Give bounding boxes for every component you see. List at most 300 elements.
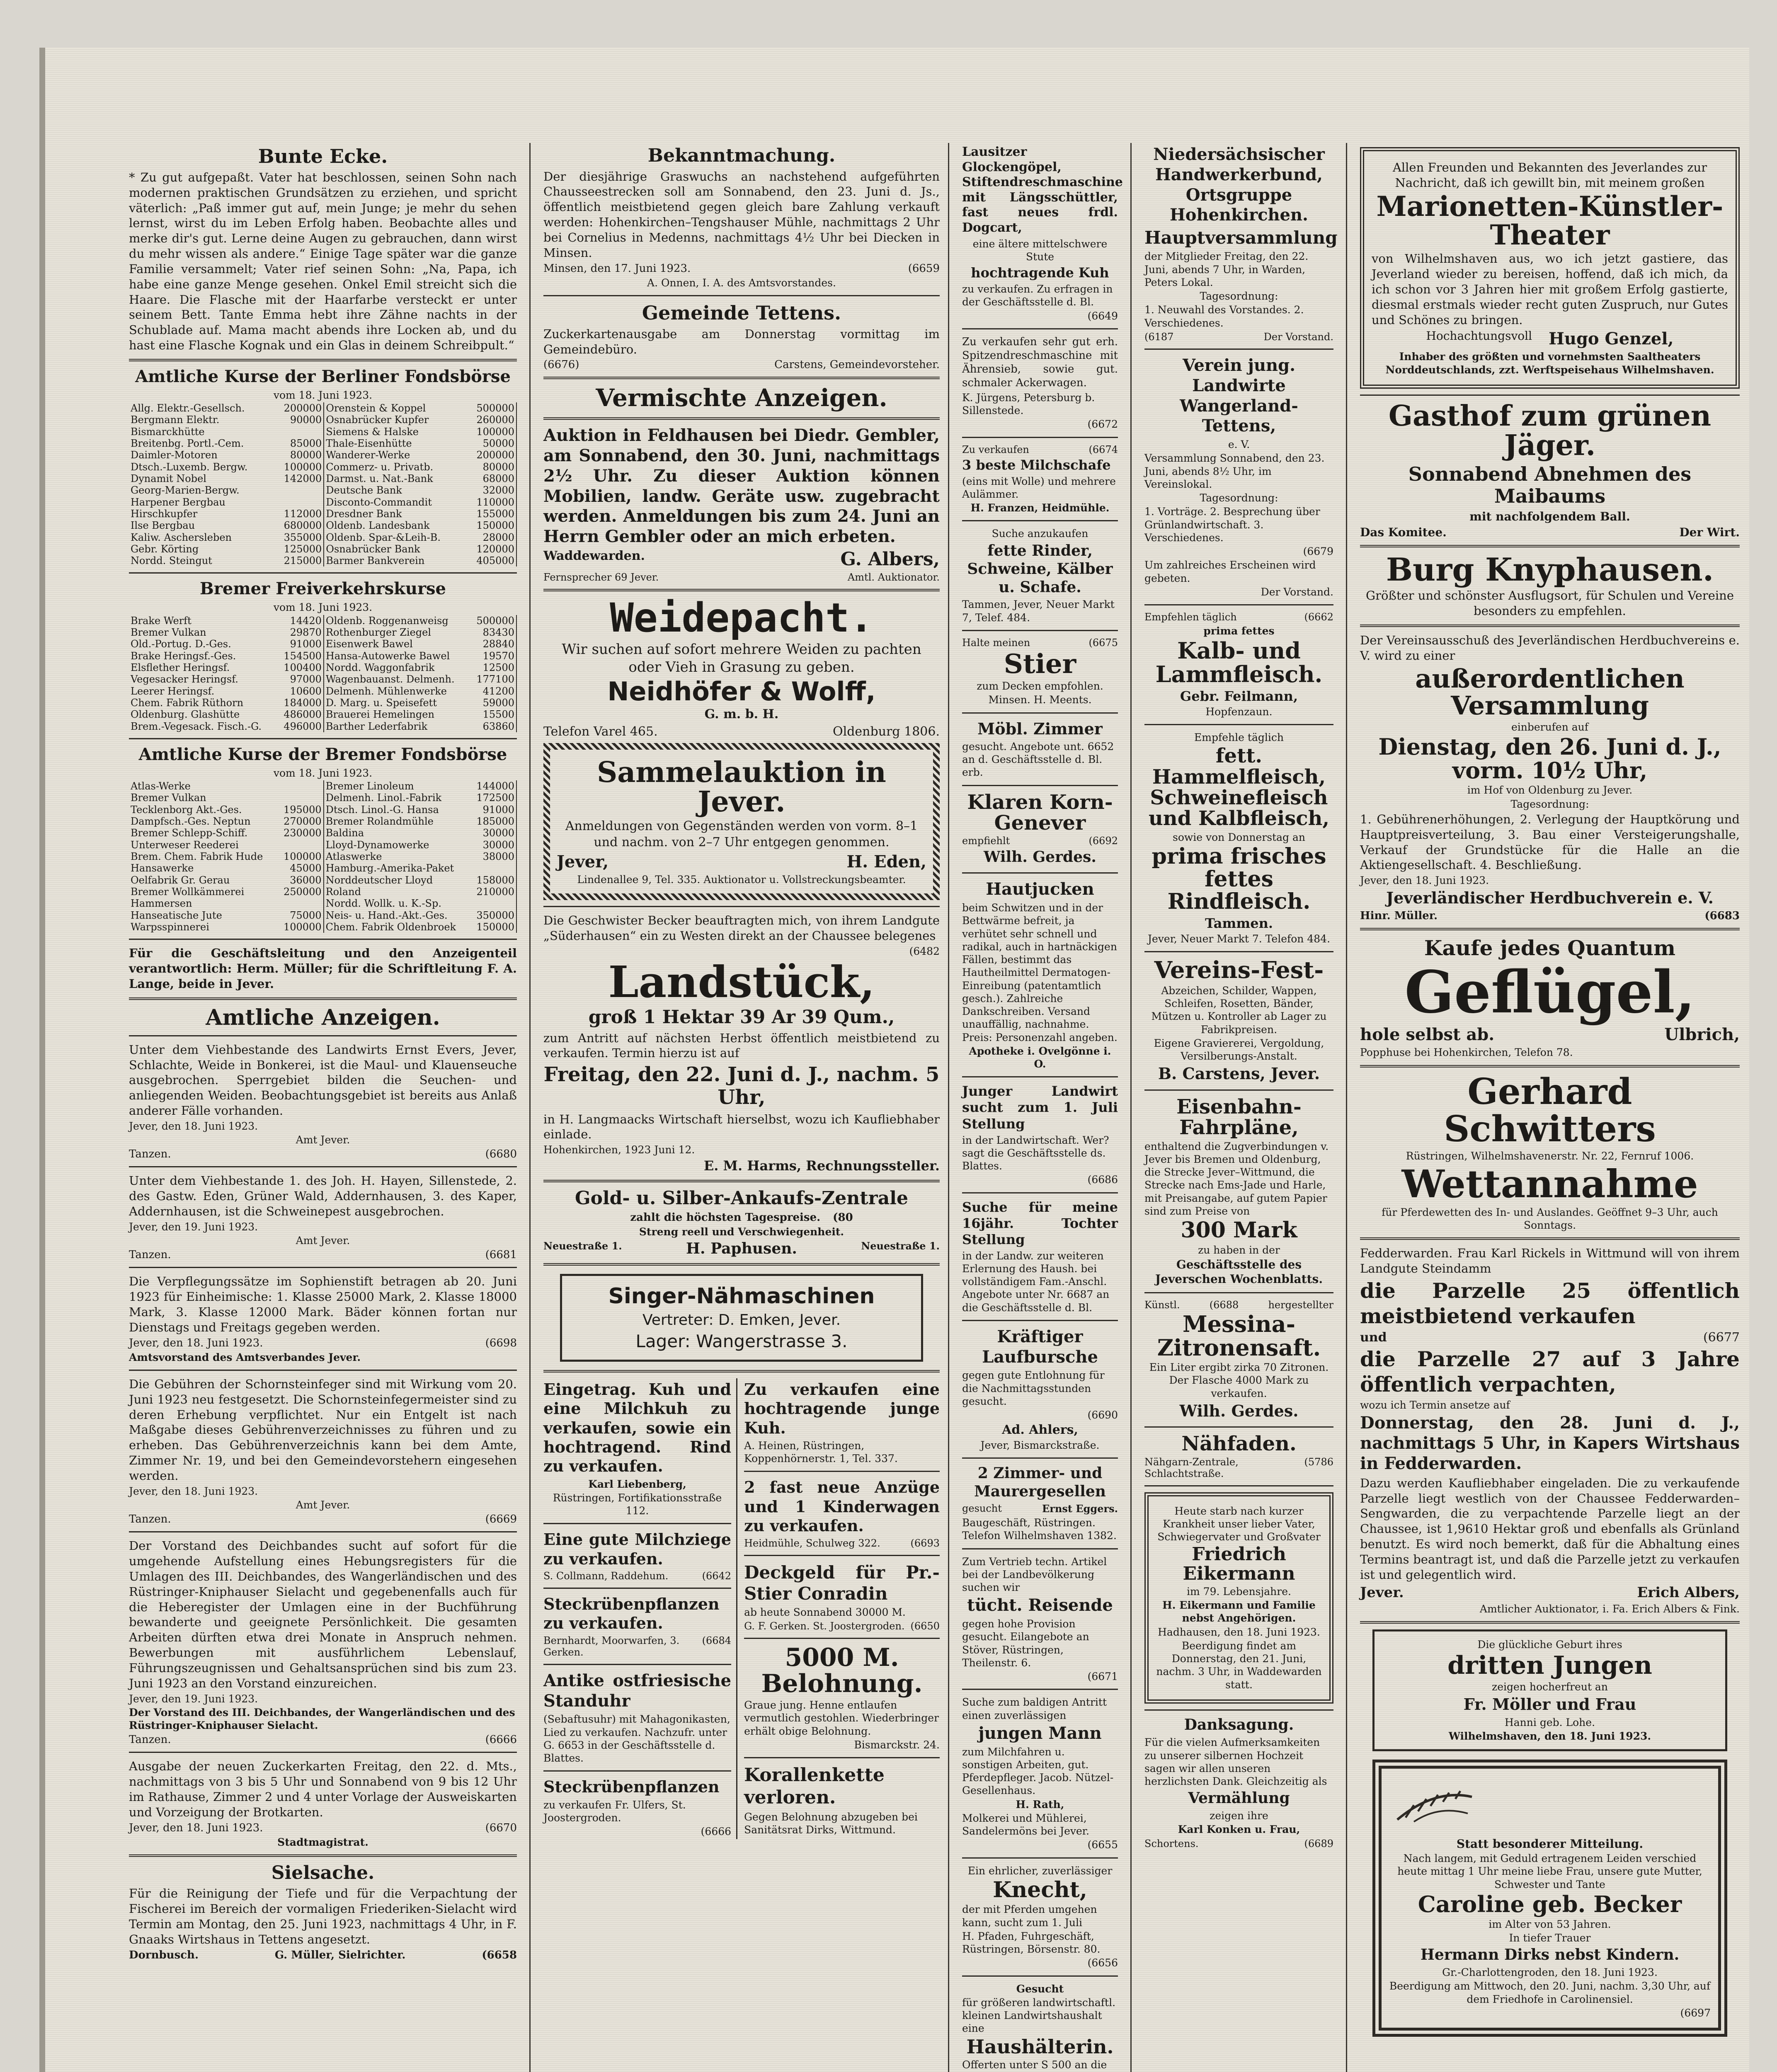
column-4 [1135, 143, 1343, 1851]
ad-number: (6689 [1304, 1837, 1333, 1849]
divider [1360, 395, 1740, 396]
stock-price [278, 780, 323, 792]
stock-name: Ilse Bergbau [131, 520, 195, 532]
divider [962, 1548, 1118, 1549]
stock-name: Oldenb. Spar-&Leih-B. [326, 531, 441, 543]
ad-text: Anmeldungen von Gegenständen werden von vorm. 8–1 und nachm. von 2–7 Uhr entgegen genommen. [565, 819, 918, 850]
stock-price: 120000 [466, 543, 516, 555]
small-ads-row [543, 1378, 940, 1839]
notice-signature: Tanzen. [129, 1733, 171, 1746]
stock-price: 91000 [278, 638, 324, 650]
ad-name: H. Pfaden, Fuhrgeschäft, Rüstringen, Börsenstr. 80. [962, 1930, 1101, 1956]
ad-text: (Sebaftusuhr) mit Mahagonikasten, Lied zu verkaufen. Nachzufr. unter G. 6653 in der Geschäftsstelle d. Blattes. [543, 1713, 730, 1765]
newspaper-page [39, 48, 1749, 2072]
ad-headline: Landstück, [608, 956, 875, 1007]
stock-name: Vegesacker Heringsf. [131, 673, 238, 685]
stock-price: 19570 [470, 650, 516, 662]
stock-name: Chem. Fabrik Oldenbroek [325, 921, 456, 933]
ad-text: Tagesordnung: [1510, 798, 1589, 810]
ad-number: (6684 [702, 1634, 732, 1646]
stock-row [129, 697, 516, 709]
ad-address: Bismarckstr. 24. [854, 1738, 940, 1751]
ad-name: Minsen. H. Meents. [988, 694, 1092, 706]
notice-number: (6681 [485, 1249, 517, 1261]
stock-price: 177100 [470, 673, 516, 685]
divider [744, 1757, 940, 1758]
stock-price: 210000 [471, 886, 516, 898]
ad-text: beim Schwitzen und in der Bettwärme befreit, ja verhütet sehr schnell und radikal, auch in hartnäckigen Fällen, bestimmt das Hautheilmittel Dermatogen-Einreibung (patentamtlich gesch.). Zahlreiche Dankschreiben. Versand unauffällig, nachnahme. Preis: Personenzahl angeben. [962, 902, 1118, 1043]
ad-text: Suche anzukaufen [992, 528, 1089, 540]
ad-text: 1. Neuwahl des Vorstandes. 2. Verschiedenes. [1144, 304, 1304, 329]
divider [962, 520, 1118, 521]
ad-role: Amtlicher Auktionator, i. Fa. Erich Albers & Fink. [1479, 1602, 1740, 1615]
ad-text: 1. Vorträge. 2. Besprechung über Grünlandwirtschaft. 3. Verschiedenes. [1144, 506, 1320, 544]
stock-price: 32000 [466, 484, 516, 496]
stock-row [129, 780, 516, 792]
stock-name: Bremer Schlepp-Schiff. [131, 827, 248, 839]
divider [1360, 545, 1740, 547]
ad-text: 1. Gebührenerhöhungen, 2. Verlegung der Hauptkörung und Hauptpreisverteilung, 3. Bau einer Versteigerungshalle, Verkauf der Grundstücke für die Halle an die Aktiengesellschaft. 4. Beschließung. [1360, 812, 1740, 872]
ad-text: Zum Vertrieb techn. Artikel bei der Landbevölkerung suchen wir [962, 1555, 1107, 1594]
stock-name: Rothenburger Ziegel [325, 627, 431, 639]
stock-price: 68000 [466, 473, 516, 484]
divider [1360, 1237, 1740, 1240]
stock-name: Bremer Rolandmühle [325, 816, 434, 828]
divider [962, 1457, 1118, 1459]
ad-headline: Junger Landwirt sucht zum 1. Juli Stellung [962, 1083, 1118, 1132]
ad-headline: Verein jung. Landwirte Wangerland-Tettens, [1180, 355, 1298, 436]
stock-row [129, 910, 516, 921]
stock-row [129, 673, 516, 685]
stock-price: 100000 [278, 921, 323, 933]
ad-name: Karl Konken u. Frau, [1178, 1823, 1300, 1836]
ad-name: Tammen, Jever, Neuer Markt 7, Telef. 484. [962, 598, 1115, 624]
divider [1144, 1485, 1333, 1486]
ad-address: Neuestraße 1. [543, 1240, 622, 1252]
notice-signature: Stadtmagistrat. [277, 1836, 368, 1848]
divider [543, 1263, 940, 1266]
stock-price: 350000 [471, 910, 516, 921]
date-line: vom 18. Juni 1923. [273, 389, 373, 401]
ad-headline: Wettannahme [1401, 1162, 1698, 1207]
ad-headline: Korallenkette verloren. [744, 1765, 885, 1808]
ad-text: Ein ehrlicher, zuverlässiger [967, 1864, 1113, 1877]
ad-headline: Eisenbahn-Fahrpläne, [1176, 1095, 1302, 1140]
stock-name: Breitenbg. Portl.-Cem. [131, 438, 244, 450]
stock-price: 250000 [278, 886, 323, 898]
ad-name: Karl Liebenberg, [588, 1478, 686, 1490]
stock-name: Hirschkupfer [131, 508, 198, 520]
stock-price: 486000 [278, 709, 324, 720]
ad-box-marionetten [1360, 147, 1740, 389]
announcement-names: Hanni geb. Lohe. [1504, 1716, 1595, 1728]
ad-address: Jever, Neuer Markt 7. Telefon 484. [1147, 932, 1331, 945]
ad-date: Donnerstag, den 28. Juni d. J., nachmittags 5 Uhr, in Kapers Wirtshaus in Fedderwarden. [1360, 1413, 1740, 1473]
notice-text: Ausgabe der neuen Zuckerkarten Freitag, den 22. d. Mts., nachmittags von 3 bis 5 Uhr und Sonnabend von 9 bis 12 Uhr im Rathause, Zimmer 2 und 4 unter Vorlage der Ausweiskarten und Vorzeigung der Brotkarten. [129, 1759, 517, 1819]
stock-price: 91000 [471, 804, 516, 816]
notice-number: (6680 [485, 1148, 517, 1161]
ad-number: (6675 [1089, 637, 1118, 649]
ad-text: Versammlung Sonnabend, den 23. Juni, abends 8½ Uhr, im Vereinslokal. [1144, 452, 1325, 490]
ad-text: Abzeichen, Schilder, Wappen, Schleifen, Rosetten, Bänder, Mützen u. Kontroller ab Lager zu Fabrikpreisen. [1151, 984, 1327, 1036]
stock-row [129, 816, 516, 827]
stock-price: 680000 [274, 520, 324, 531]
ad-headline: Stier [1004, 648, 1076, 680]
ad-text: in der Landw. zur weiteren Erlernung des Haush. bei vollständigem Fam.-Anschl. Angebote unter Nr. 6687 an die Geschäftsstelle d. Bl. [962, 1249, 1110, 1314]
ad-headline: 2 Zimmer- und Maurergesellen [974, 1464, 1106, 1501]
ad-firm: Neidhöfer & Wolff, [607, 676, 876, 707]
ad-number: (6671 [1087, 1670, 1118, 1683]
divider [129, 572, 517, 574]
stock-name: Barmer Bankverein [326, 555, 425, 567]
ad-headline: Marionetten-Künstler-Theater [1376, 190, 1724, 251]
divider [129, 359, 517, 361]
ad-number: (80 [833, 1211, 853, 1224]
divider [543, 1180, 940, 1182]
ad-headline: Singer-Nähmaschinen [608, 1284, 875, 1309]
column-5 [1351, 143, 1749, 2045]
column-1 [120, 143, 526, 1963]
stock-name: Darmst. u. Nat.-Bank [326, 472, 433, 484]
ad-text: mit nachfolgendem Ball. [1469, 510, 1630, 524]
obituary-text: im Alter von 53 Jahren. [1489, 1918, 1611, 1930]
notice-text: Zuckerkartenausgabe am Donnerstag vormittag im Gemeindebüro. [543, 327, 940, 356]
stock-table [129, 780, 517, 933]
ad-date: Freitag, den 22. Juni d. J., nachm. 5 Uhr, [543, 1063, 940, 1109]
stock-name: Chem. Fabrik Rüthorn [131, 697, 244, 709]
ad-name: Gebr. Feilmann, [1180, 688, 1298, 704]
notice-number: (6698 [485, 1336, 517, 1349]
divider [129, 1752, 517, 1753]
divider [1144, 1089, 1333, 1091]
stock-name: Old.-Portug. D.-Ges. [131, 638, 231, 650]
ad-text: Der Vereinsausschuß des Jeverländischen Herdbuchvereins e. V. wird zu einer [1360, 633, 1740, 663]
divider [1360, 625, 1740, 627]
obituary-name: Caroline geb. Becker [1418, 1890, 1682, 1917]
stock-price: 38000 [471, 851, 516, 862]
ad-headline: Weidepacht. [610, 594, 873, 641]
divider [129, 738, 517, 739]
stock-name: Osnabrücker Bank [326, 543, 420, 555]
ad-address: Rüstringen, Wilhelmshavenerstr. Nr. 22, Fernruf 1006. [1406, 1150, 1694, 1162]
announcement-text: Die glückliche Geburt ihres [1477, 1638, 1622, 1651]
stock-price: 10600 [278, 685, 324, 697]
stock-name: Unterweser Reederei [131, 839, 239, 851]
divider [1144, 1709, 1333, 1711]
stock-name: Oelfabrik Gr. Gerau [131, 874, 230, 886]
ad-text: Graue jung. Henne entlaufen vermutlich gestohlen. Wiederbringer erhält obige Belohnung. [744, 1699, 939, 1737]
ad-text: Steckrübenpflanzen zu verkaufen. [543, 1595, 720, 1633]
ad-place: Waddewarden. [543, 548, 645, 563]
ad-number: (6690 [1087, 1409, 1118, 1421]
ad-box-singer [560, 1274, 923, 1361]
stock-price: 50000 [466, 438, 516, 449]
ad-number: (6677 [1703, 1330, 1740, 1345]
ad-text: Allen Freunden und Bekannten des Jeverlandes zur Nachricht, daß ich gewillt bin, mit meinem großen [1392, 160, 1707, 190]
stock-name: Brem.-Vegesack. Fisch.-G. [131, 720, 262, 732]
ad-text: und [1360, 1330, 1387, 1345]
ad-name: S. Collmann, Raddehum. [543, 1570, 669, 1582]
stock-row [129, 508, 516, 520]
stock-name: Brake Heringsf.-Ges. [131, 650, 236, 662]
ad-text: zahlt die höchsten Tagespreise. [630, 1211, 821, 1224]
ad-name: Apotheke i. Ovelgönne i. O. [969, 1045, 1111, 1070]
ad-headline: Haushälterin. [966, 2035, 1114, 2058]
stock-price: 142000 [274, 473, 324, 484]
stock-name: Hansawerke [131, 862, 194, 874]
stock-row [129, 438, 516, 449]
notice-text: Der diesjährige Graswuchs an nachstehend aufgeführten Chausseestrecken soll am Sonnabend, den 23. Juni d. Js., öffentlich meistbietend gegen gleich bare Zahlung verkauft werden: Hohenkirchen–Tengshauser Mühle, nachmittags 2 Uhr bei Cornelius in Medenns, nachmittags 4½ Uhr bei Diecken in Minsen. [543, 169, 940, 260]
notice-title: Bekanntmachung. [647, 145, 836, 166]
ad-signature: Der Vorstand. [1261, 586, 1333, 598]
ad-number: (6686 [1087, 1174, 1118, 1186]
stock-row [129, 543, 516, 555]
ad-signature: Jeverländischer Herdbuchverein e. V. [1386, 888, 1714, 908]
birth-announcement [1372, 1629, 1727, 1751]
section-title: Amtliche Kurse der Bremer Fondsbörse [138, 744, 507, 764]
stock-price: 110000 [466, 496, 516, 508]
stock-name: Deutsche Bank [326, 484, 402, 496]
stock-row [129, 921, 516, 933]
ad-text: Lager: Wangerstrasse 3. [635, 1331, 848, 1351]
stock-name: Allg. Elektr.-Gesellsch. [131, 402, 245, 414]
stock-name: Elsflether Heringsf. [131, 661, 230, 673]
stock-price [278, 898, 323, 909]
ad-name: B. Carstens, Jever. [1158, 1064, 1320, 1083]
stock-name: Hamburg.-Amerika-Paket [325, 862, 454, 874]
ad-phone: Telefon Varel 465. [543, 724, 658, 739]
ad-headline: Möbl. Zimmer [977, 719, 1103, 738]
ad-number: (6666 [701, 1825, 732, 1838]
stock-table [129, 402, 517, 566]
section-title: Bremer Freiverkehrskurse [200, 579, 446, 599]
ad-name: Erich Albers, [1637, 1584, 1740, 1601]
ad-text: im Hof von Oldenburg zu Jever. [1467, 784, 1633, 796]
stock-name: Tecklenborg Akt.-Ges. [131, 804, 242, 816]
ad-address: Molkerei und Mühlerei, Sandelermöns bei Jever. [962, 1812, 1089, 1837]
stock-name: Oldenburg. Glashütte [131, 709, 240, 721]
notice-place: Minsen, den 17. Juni 1923. [543, 262, 691, 275]
stock-price: 14420 [278, 615, 324, 627]
stock-price: 154500 [278, 650, 324, 662]
divider [962, 1689, 1118, 1690]
stock-name: Daimler-Motoren [131, 449, 218, 461]
ad-text: Inhaber des größten und vornehmsten Saaltheaters Norddeutschlands, zzt. Werftspeisehaus Wilhelmshaven. [1385, 351, 1714, 376]
ad-place: Jever, den 18. Juni 1923. [1360, 874, 1489, 887]
small-ads-left [543, 1378, 737, 1839]
notice-office: Amt Jever. [296, 1499, 350, 1511]
stock-name: Atlas-Werke [131, 780, 191, 792]
ad-name: Ad. Ahlers, [1002, 1423, 1078, 1438]
ad-text: Zu verkaufen [962, 443, 1029, 455]
ad-headline: Knecht, [993, 1877, 1087, 1903]
divider [1144, 951, 1333, 952]
stock-price: 500000 [470, 615, 516, 627]
ad-address: Neuestraße 1. [861, 1240, 940, 1252]
stock-price: 185000 [471, 816, 516, 827]
stock-price: 144000 [471, 780, 516, 792]
obituary-place: Hadhausen, den 18. Juni 1923. [1158, 1626, 1320, 1638]
notice-number: (6659 [908, 262, 940, 275]
notice-place: Dornbusch. [129, 1949, 199, 1961]
ad-signature: E. M. Harms, Rechnungssteller. [703, 1157, 940, 1174]
ad-text: wozu ich Termin ansetze auf [1360, 1399, 1510, 1411]
ad-headline: Klaren Korn-Genever [967, 790, 1113, 835]
divider [543, 1770, 731, 1772]
ad-text: in H. Langmaacks Wirtschaft hierselbst, wozu ich Kaufliebhaber einlade. [543, 1112, 940, 1142]
stock-price [471, 898, 516, 909]
stock-row [129, 650, 516, 662]
ad-number: (6649 [1087, 310, 1118, 322]
stock-price: 184000 [278, 697, 324, 709]
stock-price: 230000 [278, 827, 323, 839]
ad-number: (6683 [1704, 909, 1740, 922]
notice-office: Amt Jever. [296, 1234, 350, 1247]
stock-name: Norddeutscher Lloyd [325, 874, 433, 886]
ad-text: Größter und schönster Ausflugsort, für Schulen und Vereine besonders zu empfehlen. [1366, 588, 1734, 618]
obituary-text: Beerdigung findet am Donnerstag, den 21. Juni, nachm. 3 Uhr, in Waddewarden statt. [1156, 1639, 1322, 1691]
notice-signature: Tanzen. [129, 1513, 171, 1526]
ad-text: für größeren landwirtschaftl. kleinen Landwirtshaushalt eine [962, 1996, 1116, 2035]
divider [543, 295, 940, 296]
stock-price: 28000 [466, 532, 516, 543]
divider [129, 1166, 517, 1167]
ad-headline: Geflügel, [1404, 959, 1695, 1027]
ad-signature: Der Vorstand. [1263, 331, 1333, 343]
ad-firm-suffix: G. m. b. H. [704, 707, 779, 722]
stock-row [129, 555, 516, 566]
stock-row [129, 461, 516, 473]
stock-row [129, 473, 516, 484]
stock-price: 200000 [274, 402, 324, 414]
stock-name: Georg-Marien-Bergw. [131, 484, 240, 496]
stock-row [129, 721, 516, 732]
divider [543, 1523, 731, 1524]
ad-name: Hugo Genzel, [1549, 329, 1674, 349]
ad-text: (eins mit Wolle) und mehrere Aulämmer. [962, 475, 1116, 500]
stock-price: 125000 [274, 543, 324, 555]
ad-number: (6688 [1209, 1299, 1239, 1311]
ad-text: Wir suchen auf sofort mehrere Weiden zu pachten oder Vieh in Grasung zu geben. [562, 641, 921, 675]
ad-headline: prima frisches fettes Rindfleisch. [1152, 844, 1326, 915]
stock-price: 500000 [466, 402, 516, 414]
ad-number: (6674 [1089, 443, 1118, 455]
ad-headline: Hautjucken [986, 879, 1094, 899]
stock-name: Bismarckhütte [131, 426, 205, 438]
stock-price [274, 426, 324, 438]
ad-headline: Danksagung. [1184, 1716, 1294, 1733]
divider [962, 712, 1118, 714]
ad-text: Zu verkaufen eine hochtragende junge Kuh. [744, 1380, 940, 1437]
ad-text: Dazu werden Kaufliebhaber eingeladen. Die zu verkaufende Parzelle liegt westlich von der Chaussee Fedderwarden–Sengwarden, die zu verpachtende Parzelle liegt an der Chaussee, ist 1,9610 Hektar groß und ebenfalls als Grünland benutzt. Es wird noch bemerkt, daß für die Abhaltung eines Termins beantragt ist, und daß die Parzelle jetzt zu verkaufen ist und gelegentlich wird. [1360, 1476, 1740, 1582]
stock-name: Bremer Vulkan [131, 792, 206, 804]
ad-text: gesucht [962, 1503, 1002, 1515]
stock-price: 195000 [278, 804, 323, 816]
ad-text: zu verkaufen. Zu erfragen in der Geschäftsstelle d. Bl. [962, 283, 1113, 308]
announcement-names: Fr. Möller und Frau [1463, 1695, 1636, 1714]
ad-headline: Gold- u. Silber-Ankaufs-Zentrale [575, 1187, 908, 1209]
ad-text: sowie von Donnerstag an [1172, 831, 1306, 843]
ad-text: Hochachtungsvoll [1426, 329, 1532, 343]
divider [962, 630, 1118, 631]
obituary-text: im 79. Lebensjahre. [1187, 1585, 1291, 1598]
stock-price: 80000 [274, 449, 324, 461]
ad-headline: Hauptversammlung [1144, 228, 1338, 248]
ad-text: gegen hohe Provision gesucht. Eilangebote an Stöver, Rüstringen, Theilenstr. 6. [962, 1618, 1089, 1669]
ad-headline: Steckrübenpflanzen [543, 1777, 720, 1796]
ad-headline: hochtragende Kuh [971, 265, 1109, 281]
ad-name: Wilh. Gerdes. [984, 848, 1096, 866]
stock-name: Oldenb. Roggenanweisg [325, 615, 448, 627]
stock-price: 355000 [274, 532, 324, 543]
stock-price [274, 484, 324, 496]
ad-name: G. Albers, [840, 548, 940, 570]
ad-number: (6656 [1087, 1957, 1118, 1969]
stock-row [129, 709, 516, 720]
ad-headline: tücht. Reisende [967, 1595, 1113, 1615]
ad-headline: Vereins-Fest- [1154, 956, 1324, 984]
article-text: * Zu gut aufgepaßt. Vater hat beschlossen, seinen Sohn nach modernen praktischen Grundsätzen zu erziehen, und spricht väterlich: „Paß immer gut auf, mein Junge; je mehr du sehen lernst, wirst du im Leben Erfolg haben. Beobachte alles und merke dir's gut. Lerne deine Augen zu gebrauchen, dann wirst du mehr wissen als andere.“ Einige Tage später war die ganze Familie versammelt; Vater rief seinen Sohn: „Na, Papa, ich habe eine ganze Menge gesehen. Onkel Emil streicht sich die Haare. Die Flasche mit der Haarfarbe versteckt er unter seinem Bett. Tante Emma hebt ihre Zähne nachts in der Schublade auf. Mama macht abends ihre Locken ab, und du hast eine Flasche Kognak und ein Glas in deinem Schreibpult.“ [129, 170, 517, 352]
ad-number: (6482 [909, 945, 940, 957]
obituary-text: In tiefer Trauer [1509, 1932, 1591, 1944]
ad-text: prima fettes [1203, 625, 1275, 637]
ad-phone: Fernsprecher 69 Jever. [543, 571, 659, 583]
divider [1360, 1065, 1740, 1067]
stock-name: Hanseatische Jute [131, 909, 222, 921]
ad-text: von Wilhelmshaven aus, wo ich jetzt gastiere, das Jeverland wieder zu bereisen, hoffend, daß ich mich, da ich schon vor 3 Jahren hier mit großem Erfolg gastierte, diesmal erstmals wieder recht guten Zuspruch, nur Gutes und Schönes zu bringen. [1372, 252, 1728, 327]
notice-signature: A. Onnen, I. A. des Amtsvorstandes. [647, 276, 836, 289]
stock-price: 45000 [278, 862, 323, 874]
ad-text: Offerten unter S 500 an die [962, 2059, 1107, 2071]
divider [744, 1471, 940, 1472]
stock-name: Nordd. Wollk. u. K.-Sp. [325, 898, 441, 910]
stock-price: 112000 [274, 508, 324, 520]
divider [129, 1854, 517, 1857]
ad-text: gegen gute Entlohnung für die Nachmittagsstunden gesucht. [962, 1369, 1105, 1407]
divider [962, 785, 1118, 786]
ad-text: der mit Pferden umgehen kann, sucht zum 1. Juli [962, 1903, 1097, 1929]
ad-headline: außerordentlichen Versammlung [1415, 663, 1685, 721]
ad-headline: Messina-Zitronensaft. [1157, 1310, 1321, 1361]
notice-place: Jever, den 19. Juni 1923. [129, 1220, 258, 1233]
stock-price: 100000 [466, 426, 516, 438]
ad-text: Auktion in Feldhausen bei Diedr. Gembler, am Sonnabend, den 30. Juni, nachmittags 2½ Uhr. Zu dieser Auktion können Mobilien, landw. Geräte usw. zugebracht werden. Anmeldungen bis zum 24. Juni an Herrn Gembler oder an mich erbeten. [543, 426, 940, 547]
obituary-eikermann [1144, 1492, 1333, 1704]
stock-price: 59000 [470, 697, 516, 709]
notice-office: Amt Jever. [296, 1134, 350, 1146]
ad-place: Hohenkirchen, 1923 Juni 12. [543, 1144, 695, 1156]
ad-box-sammelauktion [543, 743, 940, 900]
stock-name: Bergmann Elektr. [131, 414, 220, 426]
notice-number: (6676) [543, 358, 579, 371]
stock-name: Gebr. Körting [131, 543, 199, 555]
ad-text: Eigene Graviererei, Vergoldung, Versilberungs-Anstalt. [1154, 1037, 1324, 1063]
ad-headline: 5000 M. Belohnung. [761, 1643, 923, 1699]
obituary-text: Beerdigung am Mittwoch, den 20. Juni, nachm. 3,30 Uhr, auf dem Friedhofe in Carolinensiel. [1389, 1980, 1711, 2005]
ad-headline: Lausitzer Glockengöpel, Stiftendreschmaschine mit Längsschüttler, fast neues frdl. Dogcart, [962, 145, 1123, 235]
ad-text: zeigen ihre [1210, 1810, 1268, 1822]
ad-headline: 3 beste Milchschafe [962, 457, 1111, 473]
stock-price: 150000 [466, 520, 516, 531]
stock-price: 150000 [471, 921, 516, 933]
stock-price: 83430 [470, 627, 516, 638]
ad-address: Schortens. [1144, 1837, 1199, 1849]
divider [1144, 724, 1333, 725]
ad-text: Zu verkaufen sehr gut erh. Spitzendreschmaschine mit Ährensieb, sowie gut. schmaler Ackerwagen. [962, 335, 1118, 389]
stock-row [129, 638, 516, 650]
stock-name: Commerz- u. Privatb. [326, 461, 434, 473]
obituary-text: Nach langem, mit Geduld ertragenem Leiden verschied heute mittag 1 Uhr meine liebe Frau, unsere gute Mutter, Schwester und Tante [1397, 1852, 1702, 1890]
